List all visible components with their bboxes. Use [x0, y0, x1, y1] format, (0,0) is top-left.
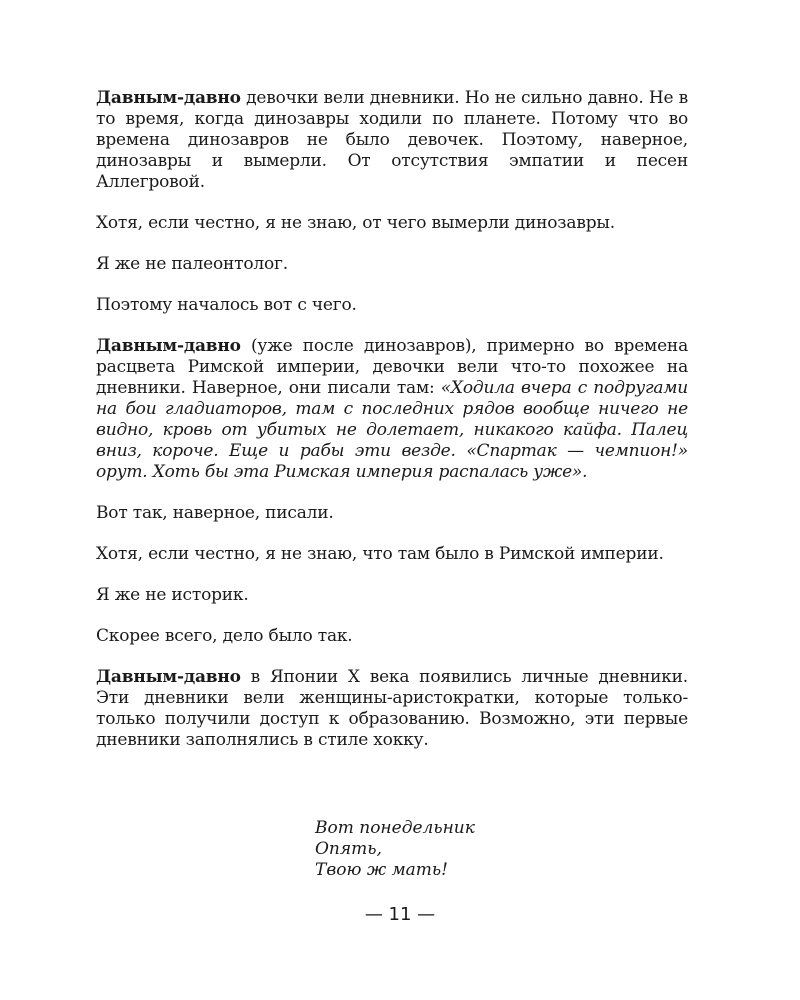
paragraph-text: в Японии X века появились личные дневники. Эти дневники вели женщины-аристократки, которые только-только получили доступ к образованию. Возможно, эти первые дневники заполнялись в стиле хокку. [96, 667, 688, 750]
lead-phrase: Давным-давно [96, 88, 241, 108]
paragraph-5 [96, 336, 688, 483]
paragraph-4: Поэтому началось вот с чего. [96, 295, 357, 315]
paragraph-7: Хотя, если честно, я не знаю, что там было в Римской империи. [96, 544, 664, 564]
poem-line: Вот понедельник [315, 818, 475, 838]
paragraph-2: Хотя, если честно, я не знаю, от чего вымерли динозавры. [96, 213, 615, 233]
diary-quote: «Ходила вчера с подругами на бои гладиаторов, там с последних рядов вообще ничего не видно, кровь от убитых не долетает, никакого кайфа. Палец вниз, короче. Еще и рабы эти везде. «Спартак — чемпион!» орут. Хоть бы эта Римская империя распалась уже». [96, 378, 688, 482]
poem-line: Опять, [315, 839, 382, 859]
page-body [96, 88, 688, 751]
lead-phrase: Давным-давно [96, 667, 241, 687]
paragraph-10 [96, 667, 688, 751]
paragraph-1 [96, 88, 688, 193]
paragraph-text: (уже после динозавров), примерно во времена расцвета Римской империи, девочки вели что-то похожее на дневники. Наверное, они писали там: [96, 336, 688, 398]
paragraph-3: Я же не палеонтолог. [96, 254, 288, 274]
haiku-poem [315, 818, 475, 881]
paragraph-6: Вот так, наверное, писали. [96, 503, 334, 523]
paragraph-9: Скорее всего, дело было так. [96, 626, 353, 646]
lead-phrase: Давным-давно [96, 336, 241, 356]
page-number: — 11 — [364, 904, 436, 925]
poem-line: Твою ж мать! [315, 860, 449, 880]
paragraph-8: Я же не историк. [96, 585, 249, 605]
paragraph-text: девочки вели дневники. Но не сильно давно. Не в то время, когда динозавры ходили по планете. Потому что во времена динозавров не было девочек. Поэтому, наверное, динозавры и вымерли. От отсутствия эмпатии и песен Аллегровой. [96, 88, 688, 192]
